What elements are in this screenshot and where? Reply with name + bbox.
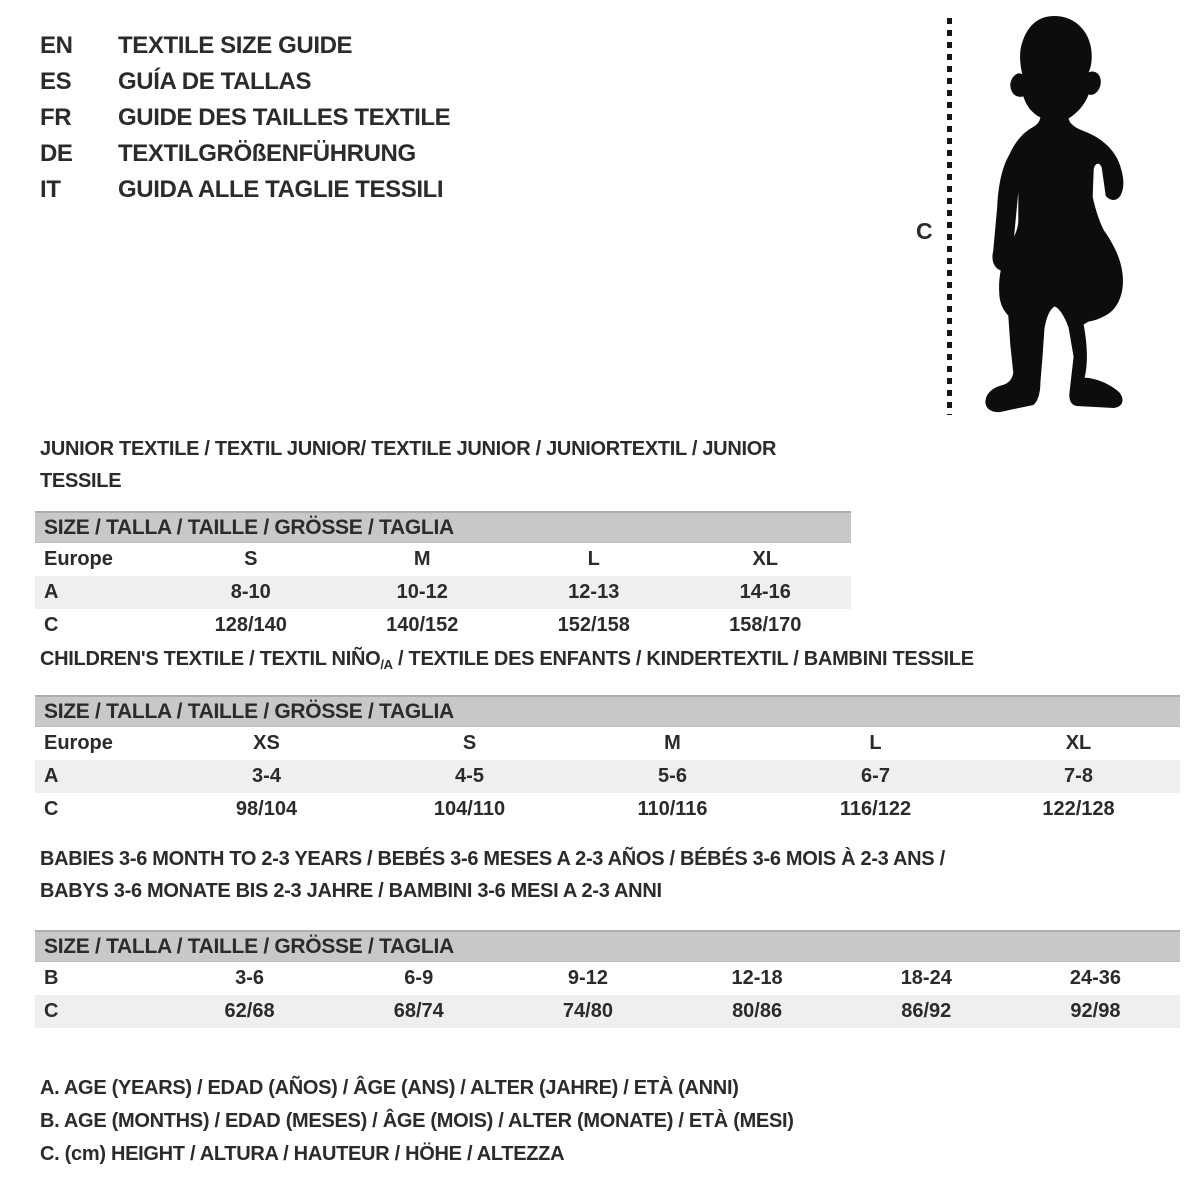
junior-size-header-bar: SIZE / TALLA / TAILLE / GRÖSSE / TAGLIA — [35, 511, 851, 543]
section-title-line — [40, 433, 851, 497]
language-code: FR — [40, 104, 72, 131]
row-label: A — [44, 581, 59, 603]
row-label: Europe — [44, 548, 113, 570]
size-value-cell: 74/80 — [562, 1000, 613, 1022]
size-value-cell: 8-10 — [230, 581, 271, 603]
size-value-cell: 6-9 — [404, 967, 434, 989]
section-title-line — [40, 843, 1180, 875]
size-value-cell: 12-13 — [568, 581, 620, 603]
language-title-block — [40, 28, 450, 208]
size-value-cell: 122/128 — [1042, 798, 1115, 820]
row-label: A — [44, 765, 59, 787]
children-table-row — [35, 727, 1180, 760]
language-row — [40, 100, 450, 136]
size-value-cell: 62/68 — [224, 1000, 275, 1022]
size-value-cell: 68/74 — [393, 1000, 444, 1022]
row-label: Europe — [44, 732, 113, 754]
row-label: C — [44, 614, 59, 636]
height-dimension-label: C — [916, 218, 933, 244]
junior-section-title — [40, 433, 851, 497]
children-table-row — [35, 793, 1180, 826]
children-section-title — [40, 643, 1180, 681]
language-code: ES — [40, 68, 72, 95]
legend-line: B. AGE (MONTHS) / EDAD (MESES) / ÂGE (MOIS) / ALTER (MONATE) / ETÀ (MESI) — [40, 1110, 794, 1132]
size-value-cell: 110/116 — [637, 798, 708, 820]
junior-size-section — [35, 433, 851, 642]
size-value-cell: 140/152 — [386, 614, 459, 636]
language-code: DE — [40, 140, 73, 167]
language-row — [40, 172, 450, 208]
language-guide-title: GUÍA DE TALLAS — [118, 68, 312, 95]
size-value-cell: 5-6 — [658, 765, 687, 787]
size-value-cell: 152/158 — [557, 614, 630, 636]
language-code: IT — [40, 176, 61, 203]
legend-line: A. AGE (YEARS) / EDAD (AÑOS) / ÂGE (ANS) / ALTER (JAHRE) / ETÀ (ANNI) — [40, 1077, 739, 1099]
size-value-cell: 12-18 — [731, 967, 783, 989]
children-table-rows — [35, 727, 1180, 826]
size-value-cell: XL — [1065, 732, 1092, 754]
title-text: JUNIOR TEXTILE / TEXTIL JUNIOR/ TEXTILE JUNIOR / JUNIORTEXTIL / JUNIOR TESSILE — [40, 438, 777, 492]
size-value-cell: 116/122 — [839, 798, 912, 820]
section-title-line — [40, 643, 1180, 681]
babies-table-rows — [35, 962, 1180, 1028]
size-value-cell: 10-12 — [396, 581, 448, 603]
size-value-cell: L — [587, 548, 600, 570]
toddler-silhouette-icon — [968, 14, 1143, 416]
language-row — [40, 28, 450, 64]
size-value-cell: 98/104 — [235, 798, 298, 820]
size-value-cell: 86/92 — [901, 1000, 952, 1022]
size-value-cell: M — [413, 548, 431, 570]
size-value-cell: 104/110 — [433, 798, 506, 820]
size-value-cell: 18-24 — [900, 967, 952, 989]
size-value-cell: 4-5 — [455, 765, 484, 787]
size-value-cell: S — [244, 548, 258, 570]
section-title-line — [40, 875, 1180, 907]
title-subscript: /A — [380, 657, 393, 672]
children-size-section — [35, 643, 1180, 826]
size-value-cell: XL — [752, 548, 779, 570]
title-text: BABYS 3-6 MONATE BIS 2-3 JAHRE / BAMBINI 3-6 MESI A 2-3 ANNI — [40, 880, 662, 902]
language-row — [40, 136, 450, 172]
size-value-cell: 3-6 — [235, 967, 265, 989]
row-label: C — [44, 798, 59, 820]
height-measure-dashed-line — [947, 18, 952, 415]
size-value-cell: 7-8 — [1064, 765, 1093, 787]
row-label: C — [44, 1000, 59, 1022]
size-value-cell: 80/86 — [732, 1000, 783, 1022]
size-value-cell: S — [462, 732, 477, 754]
size-value-cell: L — [869, 732, 882, 754]
size-value-cell: 128/140 — [214, 614, 287, 636]
language-code: EN — [40, 32, 73, 59]
babies-table-row — [35, 995, 1180, 1028]
row-label: B — [44, 967, 59, 989]
size-value-cell: 14-16 — [739, 581, 791, 603]
babies-size-section — [35, 843, 1180, 1028]
language-guide-title: GUIDE DES TAILLES TEXTILE — [118, 104, 451, 131]
children-table-row — [35, 760, 1180, 793]
title-text: BABIES 3-6 MONTH TO 2-3 YEARS / BEBÉS 3-6 MESES A 2-3 AÑOS / BÉBÉS 3-6 MOIS À 2-3 ANS / — [40, 848, 945, 870]
size-value-cell: 3-4 — [252, 765, 281, 787]
junior-table-row — [35, 576, 851, 609]
language-guide-title: TEXTILE SIZE GUIDE — [118, 32, 353, 59]
language-row — [40, 64, 450, 100]
size-value-cell: 24-36 — [1069, 967, 1122, 989]
title-text: CHILDREN'S TEXTILE / TEXTIL NIÑO — [40, 648, 381, 670]
language-guide-title: TEXTILGRÖßENFÜHRUNG — [118, 140, 416, 167]
size-value-cell: 158/170 — [729, 614, 802, 636]
junior-table-row — [35, 543, 851, 576]
language-guide-title: GUIDA ALLE TAGLIE TESSILI — [118, 176, 444, 203]
children-size-header-bar: SIZE / TALLA / TAILLE / GRÖSSE / TAGLIA — [35, 695, 1180, 727]
size-value-cell: 6-7 — [861, 765, 890, 787]
junior-table-row — [35, 609, 851, 642]
babies-size-header-bar: SIZE / TALLA / TAILLE / GRÖSSE / TAGLIA — [35, 930, 1180, 962]
babies-table-row — [35, 962, 1180, 995]
size-value-cell: XS — [253, 732, 280, 754]
size-value-cell: 9-12 — [567, 967, 608, 989]
junior-table-rows — [35, 543, 851, 642]
title-text: / TEXTILE DES ENFANTS / KINDERTEXTIL / BAMBINI TESSILE — [392, 648, 974, 670]
dimension-legend — [40, 1072, 794, 1171]
size-value-cell: 92/98 — [1070, 1000, 1121, 1022]
size-value-cell: M — [664, 732, 681, 754]
babies-section-title — [40, 843, 1180, 907]
legend-line: C. (cm) HEIGHT / ALTURA / HAUTEUR / HÖHE / ALTEZZA — [40, 1143, 565, 1165]
